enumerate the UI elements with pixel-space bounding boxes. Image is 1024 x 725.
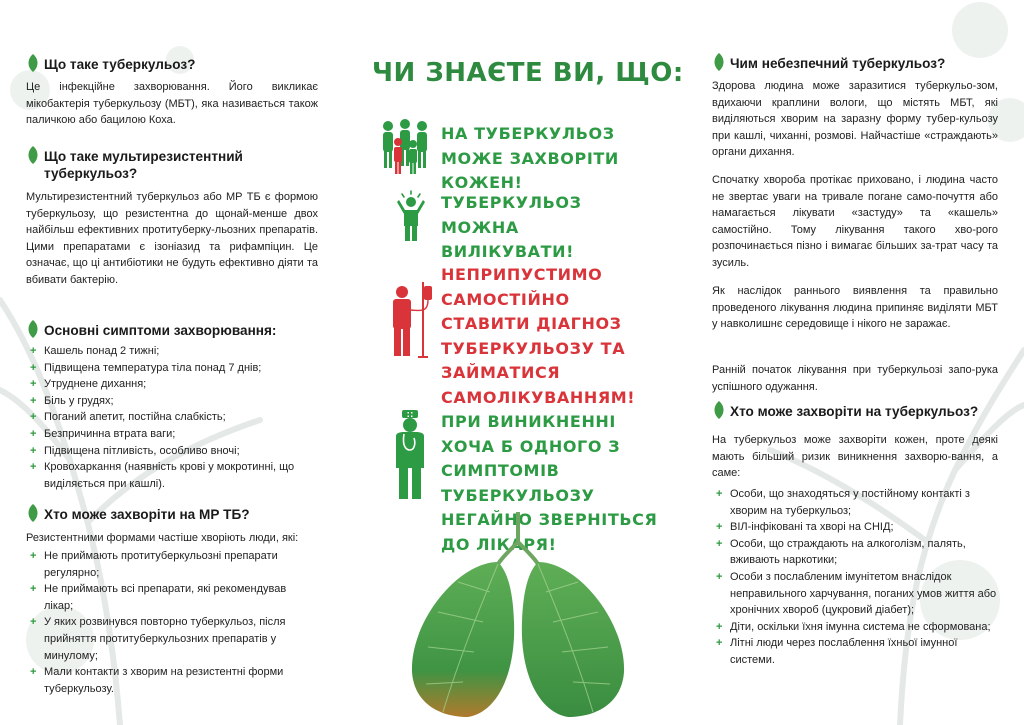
plus-bullet-icon: + <box>30 345 37 357</box>
danger-paragraph-3: Як наслідок раннього виявлення та правильно проведеного лікування людина припиняє виділяти МБТ у навколишнє середовище і нікого не заражає. <box>712 285 998 331</box>
what-is-mdr-text: Мультирезистентний туберкульоз або МР ТБ є формою туберкульозу, що резистентна до щонай-менше двох найбільш ефективних протитуберку-льозних препаратів. Цими препаратами є ізоніазид та рифампіцин. Це означає, що ці антибіотики не будуть ефективно діяти та вбивати бактерію. <box>26 191 318 286</box>
leaf-bullet-icon <box>26 145 40 165</box>
doctor-icon <box>392 410 428 500</box>
danger-paragraph-1: Здорова людина може заразитися туберкульо-зом, вдихаючи краплини вологи, що містять МБТ, які виділяються хворим на заразну форму тубер-кульозу при кашлі, чиханні, розмові. Найчастіше «страждають» органи дихання. <box>712 80 998 159</box>
list-item: + Кровохаркання (наявність крові у мокротинні, що виділяється при кашлі). <box>30 461 295 490</box>
leaf-bullet-icon <box>712 52 726 72</box>
who-mdr-heading <box>26 506 318 523</box>
plus-bullet-icon: + <box>30 427 37 440</box>
list-item: + Кашель понад 2 тижні; <box>26 343 318 360</box>
what-is-tb-text: Це інфекційне захворювання. Його викликає мікобактерія туберкульозу (МБТ), яка називається також паличкою або бацилою Коха. <box>26 81 318 127</box>
plus-bullet-icon: + <box>30 666 37 679</box>
plus-bullet-icon: + <box>30 550 37 562</box>
list-item: + Особи, що страждають на алкоголізм, палять, вживають наркотики; <box>716 537 966 567</box>
patient-iv-drip-icon <box>388 280 436 360</box>
who-can-get-intro: На туберкульоз може захворіти кожен, проте деякі мають більший ризик виникнення захворю-вання, а саме: <box>712 434 998 480</box>
who-can-get-heading <box>712 403 998 420</box>
list-item: + Біль у грудях; <box>26 393 318 410</box>
happy-person-icon <box>396 190 426 242</box>
heading-text: Основні симптоми захворювання: <box>44 323 277 338</box>
list-item: + Діти, оскільки їхня імунна система не сформована; <box>712 619 998 636</box>
plus-bullet-icon: + <box>716 537 723 550</box>
plus-bullet-icon: + <box>30 583 37 596</box>
list-item: + Підвищена пітливість, особливо вночі; <box>26 443 318 460</box>
list-item: + Підвищена температура тіла понад 7 днів; <box>26 360 318 377</box>
heading-text: Що таке туберкульоз? <box>44 57 196 72</box>
heading-text: Чим небезпечний туберкульоз? <box>730 56 946 71</box>
symptoms-list <box>26 343 318 492</box>
list-item: + Не приймають всі препарати, які рекомендував лікар; <box>30 583 287 612</box>
who-can-get-list <box>712 486 998 669</box>
heading-text: Хто може захворіти на туберкульоз? <box>730 404 979 419</box>
list-item: + Поганий апетит, постійна слабкість; <box>26 409 318 426</box>
plus-bullet-icon: + <box>716 488 723 500</box>
list-item: + У яких розвинувся повторно туберкульоз, після прийняття протитуберкульозних препаратів у минулому; <box>30 616 286 662</box>
what-is-mdr-heading <box>26 148 286 182</box>
plus-bullet-icon: + <box>30 616 37 629</box>
plus-bullet-icon: + <box>30 444 37 457</box>
plus-bullet-icon: + <box>30 361 37 374</box>
list-item: + Літні люди через послаблення їхньої імунної системи. <box>716 637 958 666</box>
heading-text: Що таке мультирезистентний туберкульоз? <box>44 149 243 181</box>
list-item: + Утруднене дихання; <box>26 376 318 393</box>
list-item: + Безпричинна втрата ваги; <box>26 426 318 443</box>
group-people-icon <box>378 118 432 176</box>
list-item: + Не приймають протитуберкульозні препарати регулярно; <box>30 550 278 579</box>
danger-paragraph-4: Ранній початок лікування при туберкульозі запо-рука успішного одужання. <box>712 364 998 393</box>
danger-paragraph-2: Спочатку хвороба протікає приховано, і людина часто не звертає уваги на тривале погане само-почуття або намагається лікувати «застуду» та «кашель» самостійно. Тому лікування такого хво-рого розпочинається пізно і вимагає більших за-трат часу та зусиль. <box>712 174 998 269</box>
who-mdr-intro: Резистентними формами частіше хворіють люди, які: <box>26 532 299 544</box>
fact-everyone-can-get-tb: НА ТУБЕРКУЛЬОЗ МОЖЕ ЗАХВОРІТИ КОЖЕН! <box>441 124 619 193</box>
leaf-bullet-icon <box>26 53 40 73</box>
what-is-tb-heading <box>26 56 318 73</box>
heading-text: Хто може захворіти на МР ТБ? <box>44 507 250 522</box>
plus-bullet-icon: + <box>716 521 723 534</box>
plus-bullet-icon: + <box>30 461 37 474</box>
plus-bullet-icon: + <box>716 620 723 633</box>
plus-bullet-icon: + <box>30 394 37 407</box>
page-title: ЧИ ЗНАЄТЕ ВИ, ЩО: <box>372 58 684 88</box>
plus-bullet-icon: + <box>716 570 723 583</box>
list-item: + Особи з послабленим імунітетом внаслідок неправильного харчування, поганих умов життя або хронічних хвороб (цукровий діабет); <box>716 570 997 617</box>
symptoms-heading <box>26 322 318 339</box>
leaf-bullet-icon <box>712 400 726 420</box>
danger-heading <box>712 55 998 72</box>
plus-bullet-icon: + <box>30 411 37 424</box>
list-item: + Мали контакти з хворим на резистентні форми туберкульозу. <box>30 666 284 695</box>
plus-bullet-icon: + <box>30 378 37 391</box>
fact-tb-is-curable: ТУБЕРКУЛЬОЗ МОЖНА ВИЛІКУВАТИ! <box>441 193 582 262</box>
list-item: + ВІЛ-інфіковані та хворі на СНІД; <box>712 519 998 536</box>
leaf-bullet-icon <box>26 503 40 523</box>
leaf-bullet-icon <box>26 319 40 339</box>
who-mdr-list <box>26 548 318 697</box>
lung-leaves-illustration <box>398 512 638 722</box>
fact-no-self-treatment: НЕПРИПУСТИМО САМОСТІЙНО СТАВИТИ ДІАГНОЗ ТУБЕРКУЛЬОЗУ ТА ЗАЙМАТИСЯ САМОЛІКУВАННЯМ! <box>441 265 636 407</box>
plus-bullet-icon: + <box>716 637 723 650</box>
list-item: + Особи, що знаходяться у постійному контакті з хворим на туберкульоз; <box>716 488 970 517</box>
fact-see-doctor: ПРИ ВИНИКНЕННІ ХОЧА Б ОДНОГО З СИМПТОМІВ ТУБЕРКУЛЬОЗУ НЕГАЙНО ЗВЕРНІТЬСЯ ДО ЛІКАРЯ! <box>441 412 658 554</box>
